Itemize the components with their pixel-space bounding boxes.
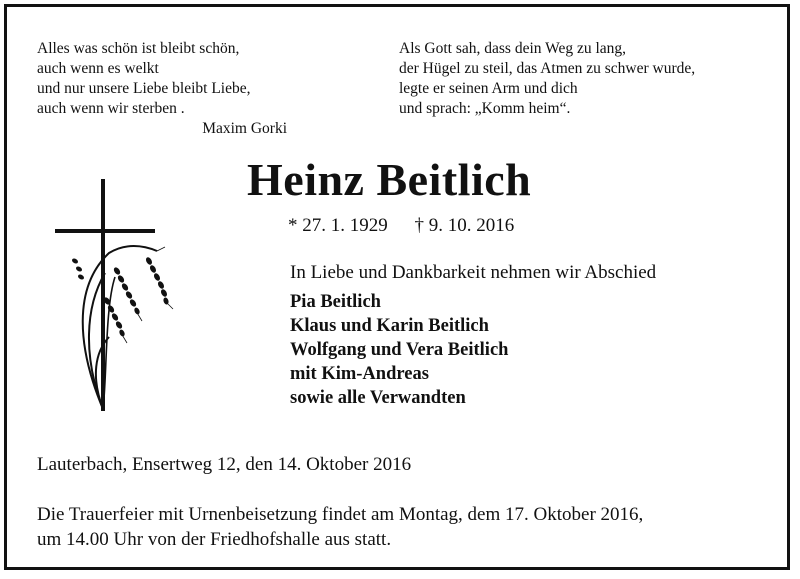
ceremony-info [37, 502, 781, 552]
place-and-date: Lauterbach, Ensertweg 12, den 14. Oktober 2016 [37, 454, 412, 475]
mourner-name: Klaus und Karin Beitlich [290, 316, 489, 336]
life-dates [288, 215, 514, 237]
death-date: † 9. 10. 2016 [414, 215, 515, 236]
cross-with-wheat-icon [53, 177, 183, 417]
poem-left-line: auch wenn es welkt [37, 60, 159, 77]
poem-right-line: legte er seinen Arm und dich [399, 80, 578, 97]
poem-left-line: Alles was schön ist bleibt schön, [37, 40, 240, 57]
mourner-name: Pia Beitlich [290, 292, 381, 312]
poem-left-line: und nur unsere Liebe bleibt Liebe, [37, 80, 251, 97]
mourners-list [290, 290, 508, 410]
poem-right-line: der Hügel zu steil, das Atmen zu schwer wurde, [399, 60, 696, 77]
poem-author: Maxim Gorki [202, 120, 287, 137]
poem-left [37, 39, 287, 139]
obituary-notice [4, 4, 790, 570]
ceremony-line: um 14.00 Uhr von der Friedhofshalle aus statt. [37, 529, 392, 550]
mourner-name: mit Kim-Andreas [290, 364, 429, 384]
farewell-text: In Liebe und Dankbarkeit nehmen wir Abschied [290, 262, 657, 283]
poem-right-line: und sprach: „Komm heim“. [399, 100, 571, 117]
birth-date: * 27. 1. 1929 [288, 215, 388, 236]
poem-left-line: auch wenn wir sterben . [37, 100, 185, 117]
ceremony-line: Die Trauerfeier mit Urnenbeisetzung findet am Montag, dem 17. Oktober 2016, [37, 504, 644, 525]
poem-right-line: Als Gott sah, dass dein Weg zu lang, [399, 40, 627, 57]
mourner-name: Wolfgang und Vera Beitlich [290, 340, 509, 360]
mourner-name: sowie alle Verwandten [290, 388, 466, 408]
poem-right [399, 39, 695, 119]
deceased-name: Heinz Beitlich [247, 154, 532, 205]
